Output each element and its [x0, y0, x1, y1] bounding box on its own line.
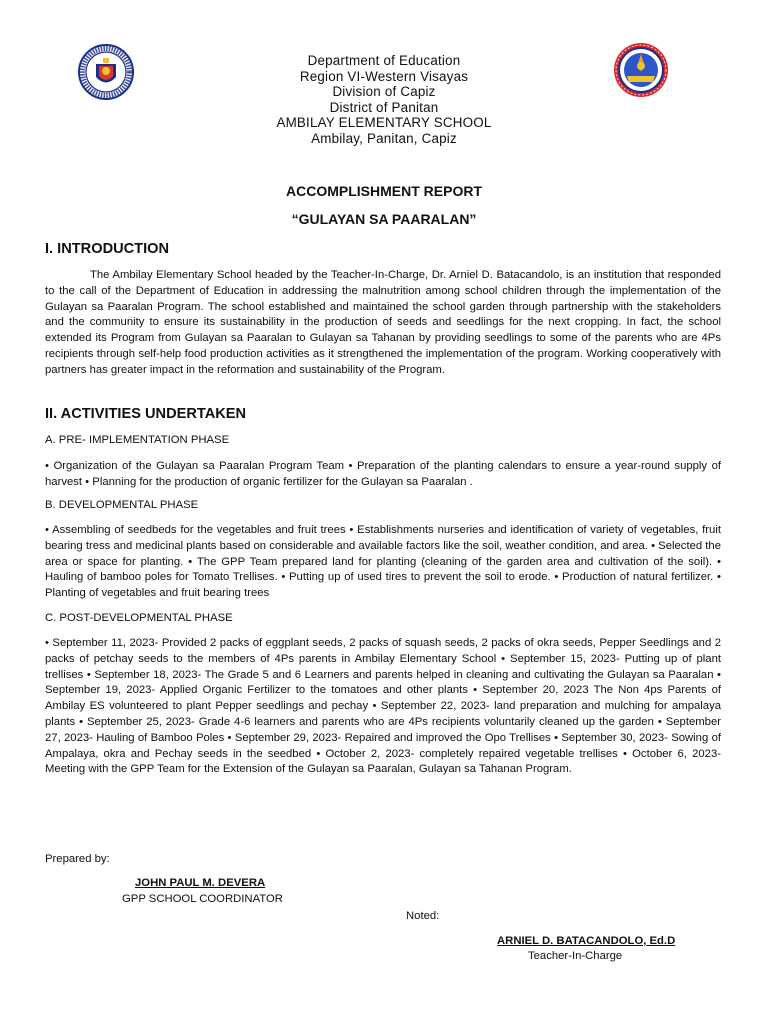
- noter-name: ARNIEL D. BATACANDOLO, Ed.D: [497, 935, 676, 947]
- letterhead-line: Region VI-Western Visayas: [299, 68, 469, 84]
- letterhead-line: Division of Capiz: [332, 84, 436, 100]
- letterhead-line: District of Panitan: [329, 99, 439, 115]
- introduction-text: The Ambilay Elementary School headed by the Teacher-In-Charge, Dr. Arniel D. Batacandolo, is an institution that responded to the call of the Department of Education in addressing the malnutrition among school children through the implementation of the Gulayan sa Paaralan Program. The school established and maintained the school garden through partnership with the stakeholders and the community to ensure its sustainability in the production of seeds and seedlings for the next cropping. In fact, the school extended its Program from Gulayan sa Paaralan to Gulayan sa Tahanan by providing seedlings to some of the parents who are 4Ps recipients through self-help food production activities as it strengthened the implementation of the program. Working cooperatively with partners has greater impact in the reformation and sustainability of the Program.: [45, 269, 721, 376]
- phase-c-label: C. POST-DEVELOPMENTAL PHASE: [45, 612, 233, 624]
- phase-a-label: A. PRE- IMPLEMENTATION PHASE: [45, 434, 230, 446]
- letterhead-line: AMBILAY ELEMENTARY SCHOOL: [276, 115, 492, 131]
- phase-c-text: • September 11, 2023- Provided 2 packs of eggplant seeds, 2 packs of squash seeds, 2 packs of okra seeds, Pepper Seedlings and 2 packs of petchay seeds to the members of 4Ps parents in Ambilay Elementary School • September 15, 2023- Putting up of plant trellises • September 18, 2023- The Grade 5 and 6 Learners and parents helped in cleaning and cultivating the Gulayan sa Paaralan • September 19, 2023- Applied Organic Fertilizer to the tomatoes and other plants • September 20, 2023 The Non 4ps Parents of Ambilay ES volunteered to plant Pepper seedlings and pechay • September 22, 2023- land preparation and mulching for ampalaya plants • September 25, 2023- Grade 4-6 learners and parents who are 4Ps recipients voluntarily cleaned up the garden • September 27, 2023- Hauling of Bamboo Poles • September 29, 2023- Repaired and improved the Opo Trellises • September 30, 2023- Sowing of Ampalaya, okra and Pechay seeds in the seedbed • October 2, 2023- completely repaired vegetable trellises • October 6, 2023- Meeting with the GPP Team for the Extension of the Gulayan sa Paaralan, Gulayan sa Tahanan Program.: [45, 637, 721, 776]
- introduction-heading: I. INTRODUCTION: [45, 241, 170, 257]
- phase-b-text: • Assembling of seedbeds for the vegetables and fruit trees • Establishments nurseries and identification of variety of vegetables, fruit bearing tress and medicinal plants based on considerable and available factors like the soil, weather condition, and area. • Selected the area or space for planting. • The GPP Team prepared land for planting (cleaning of the garden area and cultivation of the soil). • Hauling of bamboo poles for Tomato Trellises. • Putting up of used tires to prevent the soil to erode. • Production of natural fertilizer. • Planting of vegetables and fruit bearing trees: [45, 524, 721, 600]
- letterhead-line: Department of Education: [307, 53, 461, 68]
- letterhead-line: Ambilay, Panitan, Capiz: [311, 130, 457, 146]
- noted-label: Noted:: [406, 910, 440, 922]
- report-subtitle: “GULAYAN SA PAARALAN”: [291, 211, 477, 227]
- activities-heading: II. ACTIVITIES UNDERTAKEN: [45, 406, 247, 422]
- letterhead: [0, 53, 768, 147]
- preparer-title: GPP SCHOOL COORDINATOR: [122, 893, 283, 905]
- prepared-by-label: Prepared by:: [45, 853, 110, 865]
- phase-b-label: B. DEVELOPMENTAL PHASE: [45, 499, 199, 511]
- report-title: ACCOMPLISHMENT REPORT: [286, 183, 482, 199]
- noter-title: Teacher-In-Charge: [528, 950, 623, 962]
- preparer-name: JOHN PAUL M. DEVERA: [135, 877, 266, 889]
- phase-a-text: • Organization of the Gulayan sa Paaralan Program Team • Preparation of the planting calendars to ensure a year-round supply of harvest • Planning for the production of organic fertilizer for the Gulayan sa Paaralan .: [45, 460, 721, 488]
